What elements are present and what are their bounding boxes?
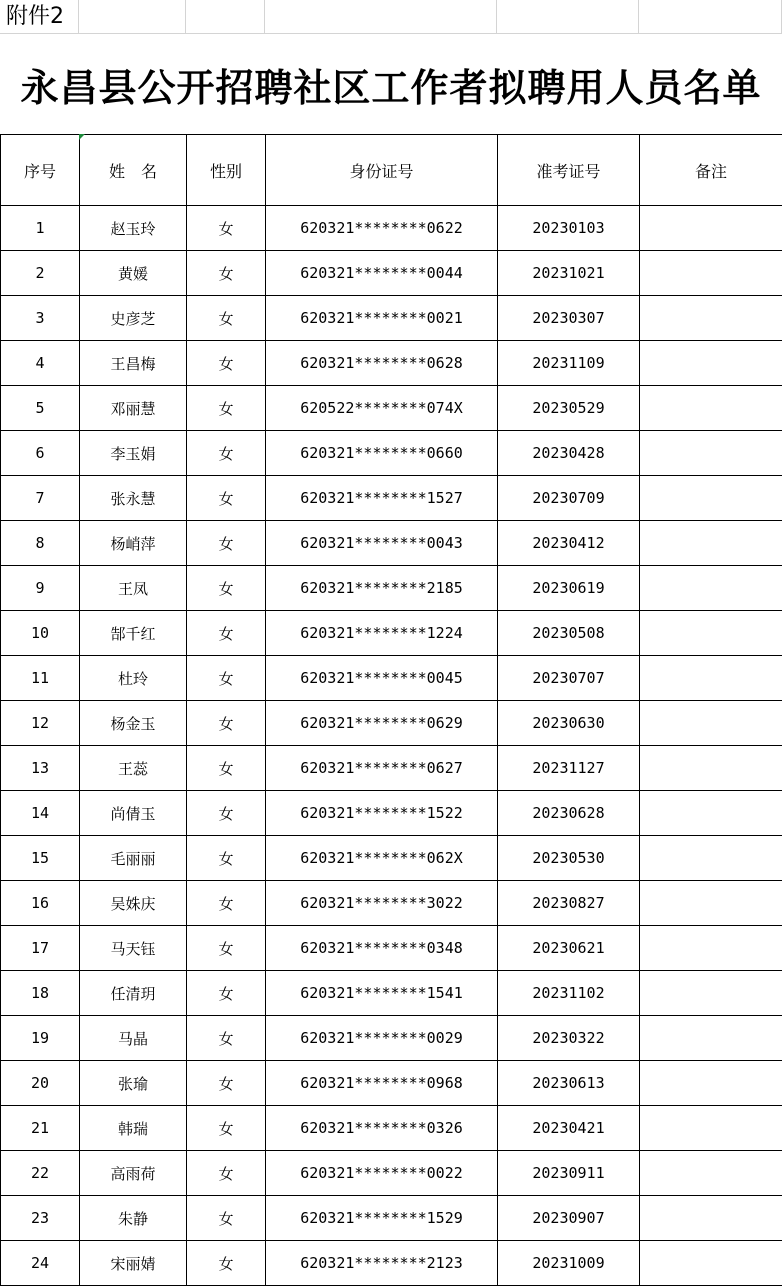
table-row (1, 296, 782, 341)
cell-seq[interactable]: 2 (1, 251, 80, 296)
cell-seq[interactable]: 19 (1, 1016, 80, 1061)
cell-remark[interactable] (640, 926, 782, 971)
cell-id-number[interactable]: 620321********0326 (266, 1106, 498, 1151)
roster-table (0, 134, 782, 1286)
cell-id-number[interactable]: 620321********062X (266, 836, 498, 881)
table-row (1, 521, 782, 566)
cell-seq[interactable]: 10 (1, 611, 80, 656)
cell-exam-number[interactable]: 20230529 (498, 386, 640, 431)
document-title: 永昌县公开招聘社区工作者拟聘用人员名单 (0, 34, 782, 134)
cell-remark[interactable] (640, 656, 782, 701)
table-row (1, 386, 782, 431)
cell-gender[interactable]: 女 (187, 251, 266, 296)
table-row (1, 431, 782, 476)
cell-remark[interactable] (640, 1151, 782, 1196)
cell-id-number[interactable]: 620321********0660 (266, 431, 498, 476)
cell-gender[interactable]: 女 (187, 566, 266, 611)
cell-name[interactable]: 王凤 (80, 566, 187, 611)
table-row (1, 1106, 782, 1151)
cell-id-number[interactable]: 620321********0627 (266, 746, 498, 791)
cell-seq[interactable]: 20 (1, 1061, 80, 1106)
cell-exam-number[interactable]: 20231109 (498, 341, 640, 386)
cell-name[interactable]: 张瑜 (80, 1061, 187, 1106)
cell-id-number[interactable]: 620321********0044 (266, 251, 498, 296)
cell-id-number[interactable]: 620321********0043 (266, 521, 498, 566)
cell-remark[interactable] (640, 746, 782, 791)
cell-remark[interactable] (640, 476, 782, 521)
header-exam-number[interactable]: 准考证号 (498, 135, 640, 206)
cell-id-number[interactable]: 620321********1522 (266, 791, 498, 836)
cell-id-number[interactable]: 620321********0629 (266, 701, 498, 746)
cell-gender[interactable]: 女 (187, 386, 266, 431)
cell-id-number[interactable]: 620321********0628 (266, 341, 498, 386)
cell-exam-number[interactable]: 20230530 (498, 836, 640, 881)
cell-name[interactable]: 杜玲 (80, 656, 187, 701)
cell-name[interactable]: 杨金玉 (80, 701, 187, 746)
cell-name[interactable]: 王昌梅 (80, 341, 187, 386)
cell-seq[interactable]: 5 (1, 386, 80, 431)
cell-gender[interactable]: 女 (187, 1196, 266, 1241)
cell-name[interactable]: 郜千红 (80, 611, 187, 656)
cell-gender[interactable]: 女 (187, 746, 266, 791)
cell-exam-number[interactable]: 20230619 (498, 566, 640, 611)
cell-remark[interactable] (640, 1241, 782, 1286)
cell-name[interactable]: 马天钰 (80, 926, 187, 971)
header-remark[interactable]: 备注 (640, 135, 782, 206)
table-row (1, 881, 782, 926)
cell-gender[interactable]: 女 (187, 1241, 266, 1286)
cell-seq[interactable]: 24 (1, 1241, 80, 1286)
cell-remark[interactable] (640, 341, 782, 386)
cell-seq[interactable]: 16 (1, 881, 80, 926)
cell-remark[interactable] (640, 1106, 782, 1151)
cell-id-number[interactable]: 620321********0021 (266, 296, 498, 341)
cell-exam-number[interactable]: 20230322 (498, 1016, 640, 1061)
cell-exam-number[interactable]: 20231102 (498, 971, 640, 1016)
cell-remark[interactable] (640, 296, 782, 341)
cell-a1[interactable] (0, 0, 79, 34)
cell-seq[interactable]: 14 (1, 791, 80, 836)
cell-seq[interactable]: 8 (1, 521, 80, 566)
cell-name[interactable]: 毛丽丽 (80, 836, 187, 881)
cell-id-number[interactable]: 620321********0029 (266, 1016, 498, 1061)
cell-remark[interactable] (640, 566, 782, 611)
cell-gender[interactable]: 女 (187, 836, 266, 881)
cell-gender[interactable]: 女 (187, 1106, 266, 1151)
cell-exam-number[interactable]: 20230911 (498, 1151, 640, 1196)
cell-remark[interactable] (640, 1016, 782, 1061)
cell-e1[interactable] (497, 0, 639, 34)
cell-exam-number[interactable]: 20230613 (498, 1061, 640, 1106)
cell-gender[interactable]: 女 (187, 431, 266, 476)
cell-id-number[interactable]: 620321********1541 (266, 971, 498, 1016)
cell-gender[interactable]: 女 (187, 1016, 266, 1061)
cell-comment-marker (79, 134, 85, 140)
cell-exam-number[interactable]: 20231021 (498, 251, 640, 296)
cell-id-number[interactable]: 620321********1529 (266, 1196, 498, 1241)
cell-exam-number[interactable]: 20230907 (498, 1196, 640, 1241)
cell-id-number[interactable]: 620321********0022 (266, 1151, 498, 1196)
table-row (1, 341, 782, 386)
header-row (1, 135, 782, 206)
cell-remark[interactable] (640, 836, 782, 881)
cell-name[interactable]: 马晶 (80, 1016, 187, 1061)
cell-gender[interactable]: 女 (187, 611, 266, 656)
cell-remark[interactable] (640, 971, 782, 1016)
cell-id-number[interactable]: 620321********3022 (266, 881, 498, 926)
table-row (1, 656, 782, 701)
table-row (1, 791, 782, 836)
cell-name[interactable]: 张永慧 (80, 476, 187, 521)
cell-seq[interactable]: 1 (1, 206, 80, 251)
table-row (1, 611, 782, 656)
cell-seq[interactable]: 7 (1, 476, 80, 521)
cell-id-number[interactable]: 620321********0968 (266, 1061, 498, 1106)
cell-gender[interactable]: 女 (187, 971, 266, 1016)
cell-exam-number[interactable]: 20230707 (498, 656, 640, 701)
cell-remark[interactable] (640, 386, 782, 431)
cell-gender[interactable]: 女 (187, 881, 266, 926)
table-row (1, 926, 782, 971)
cell-name[interactable]: 邓丽慧 (80, 386, 187, 431)
table-row (1, 746, 782, 791)
cell-seq[interactable]: 12 (1, 701, 80, 746)
cell-exam-number[interactable]: 20230621 (498, 926, 640, 971)
cell-seq[interactable]: 18 (1, 971, 80, 1016)
table-row (1, 1241, 782, 1286)
cell-remark[interactable] (640, 521, 782, 566)
spreadsheet-top-row (0, 0, 782, 34)
cell-name[interactable]: 任清玥 (80, 971, 187, 1016)
cell-remark[interactable] (640, 1061, 782, 1106)
cell-gender[interactable]: 女 (187, 1151, 266, 1196)
cell-id-number[interactable]: 620321********2185 (266, 566, 498, 611)
header-seq[interactable]: 序号 (1, 135, 80, 206)
cell-exam-number[interactable]: 20230508 (498, 611, 640, 656)
cell-d1[interactable] (265, 0, 497, 34)
cell-name[interactable]: 史彦芝 (80, 296, 187, 341)
cell-id-number[interactable]: 620321********1527 (266, 476, 498, 521)
cell-exam-number[interactable]: 20230630 (498, 701, 640, 746)
cell-seq[interactable]: 9 (1, 566, 80, 611)
cell-exam-number[interactable]: 20230412 (498, 521, 640, 566)
cell-remark[interactable] (640, 611, 782, 656)
cell-name[interactable]: 尚倩玉 (80, 791, 187, 836)
cell-remark[interactable] (640, 881, 782, 926)
cell-name[interactable]: 黄媛 (80, 251, 187, 296)
header-gender[interactable]: 性别 (187, 135, 266, 206)
table-row (1, 836, 782, 881)
cell-name[interactable]: 赵玉玲 (80, 206, 187, 251)
cell-seq[interactable]: 17 (1, 926, 80, 971)
table-row (1, 701, 782, 746)
cell-name[interactable]: 李玉娟 (80, 431, 187, 476)
header-name[interactable]: 姓 名 (80, 135, 187, 206)
cell-gender[interactable]: 女 (187, 791, 266, 836)
cell-name[interactable]: 吴姝庆 (80, 881, 187, 926)
table-row (1, 206, 782, 251)
table-row (1, 1151, 782, 1196)
cell-name[interactable]: 韩瑞 (80, 1106, 187, 1151)
cell-remark[interactable] (640, 206, 782, 251)
cell-gender[interactable]: 女 (187, 656, 266, 701)
cell-remark[interactable] (640, 1196, 782, 1241)
table-row (1, 251, 782, 296)
cell-id-number[interactable]: 620522********074X (266, 386, 498, 431)
cell-exam-number[interactable]: 20230827 (498, 881, 640, 926)
cell-remark[interactable] (640, 791, 782, 836)
cell-id-number[interactable]: 620321********1224 (266, 611, 498, 656)
cell-id-number[interactable]: 620321********0045 (266, 656, 498, 701)
cell-gender[interactable]: 女 (187, 476, 266, 521)
cell-id-number[interactable]: 620321********0348 (266, 926, 498, 971)
cell-gender[interactable]: 女 (187, 1061, 266, 1106)
cell-name[interactable]: 杨峭萍 (80, 521, 187, 566)
cell-name[interactable]: 高雨荷 (80, 1151, 187, 1196)
cell-gender[interactable]: 女 (187, 341, 266, 386)
cell-name[interactable]: 王蕊 (80, 746, 187, 791)
header-id-number[interactable]: 身份证号 (266, 135, 498, 206)
cell-seq[interactable]: 23 (1, 1196, 80, 1241)
cell-seq[interactable]: 21 (1, 1106, 80, 1151)
cell-seq[interactable]: 3 (1, 296, 80, 341)
cell-remark[interactable] (640, 251, 782, 296)
cell-seq[interactable]: 11 (1, 656, 80, 701)
cell-f1[interactable] (639, 0, 782, 34)
table-row (1, 1016, 782, 1061)
cell-name[interactable]: 朱静 (80, 1196, 187, 1241)
cell-gender[interactable]: 女 (187, 521, 266, 566)
cell-remark[interactable] (640, 431, 782, 476)
cell-exam-number[interactable]: 20230307 (498, 296, 640, 341)
cell-remark[interactable] (640, 701, 782, 746)
cell-seq[interactable]: 4 (1, 341, 80, 386)
cell-seq[interactable]: 22 (1, 1151, 80, 1196)
cell-seq[interactable]: 15 (1, 836, 80, 881)
cell-gender[interactable]: 女 (187, 701, 266, 746)
table-row (1, 1196, 782, 1241)
cell-seq[interactable]: 13 (1, 746, 80, 791)
cell-exam-number[interactable]: 20231009 (498, 1241, 640, 1286)
cell-id-number[interactable]: 620321********0622 (266, 206, 498, 251)
attachment-label: 附件2 (6, 5, 64, 29)
table-row (1, 1061, 782, 1106)
table-row (1, 971, 782, 1016)
cell-b1[interactable] (79, 0, 186, 34)
cell-seq[interactable]: 6 (1, 431, 80, 476)
cell-name[interactable]: 宋丽婧 (80, 1241, 187, 1286)
cell-gender[interactable]: 女 (187, 926, 266, 971)
cell-exam-number[interactable]: 20230428 (498, 431, 640, 476)
cell-gender[interactable]: 女 (187, 296, 266, 341)
cell-exam-number[interactable]: 20230628 (498, 791, 640, 836)
table-row (1, 476, 782, 521)
cell-exam-number[interactable]: 20230421 (498, 1106, 640, 1151)
cell-c1[interactable] (186, 0, 265, 34)
cell-exam-number[interactable]: 20230103 (498, 206, 640, 251)
cell-exam-number[interactable]: 20230709 (498, 476, 640, 521)
cell-gender[interactable]: 女 (187, 206, 266, 251)
table-row (1, 566, 782, 611)
cell-id-number[interactable]: 620321********2123 (266, 1241, 498, 1286)
cell-exam-number[interactable]: 20231127 (498, 746, 640, 791)
